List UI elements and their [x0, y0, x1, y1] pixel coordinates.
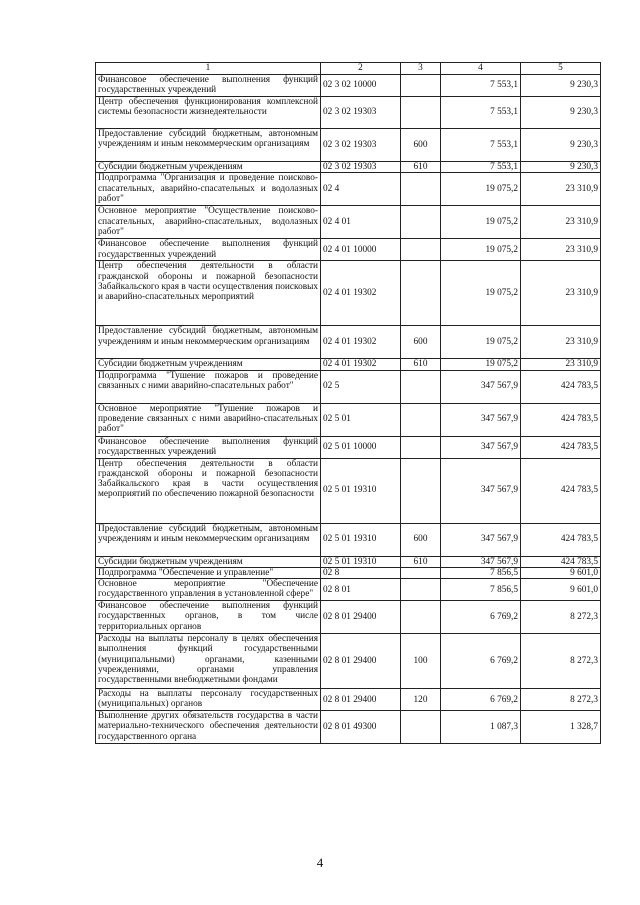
row-value-1-cell: 7 553,1: [441, 129, 521, 162]
row-name-cell: Подпрограмма "Тушение пожаров и проведение связанных с ними аварийно-спасательных работ": [96, 370, 321, 403]
column-header-5: 5: [521, 63, 601, 75]
table-row: [96, 173, 601, 206]
table-row: [96, 206, 601, 239]
row-name-cell: Предоставление субсидий бюджетным, автономным учреждениям и иным некоммерческим организациям: [96, 523, 321, 556]
row-name-cell: Центр обеспечения деятельности в области гражданской обороны и пожарной безопасности Забайкальского края в части осуществления мероприятий по обеспечению пожарной безопасности: [96, 458, 321, 523]
row-code-cell: 02 5 01: [321, 403, 401, 436]
table-row: [96, 261, 601, 326]
row-value-1-cell: 19 075,2: [441, 359, 521, 370]
table-row: [96, 239, 601, 261]
row-expense-type-cell: 610: [401, 162, 441, 173]
row-expense-type-cell: [401, 75, 441, 97]
column-header-2: 2: [321, 63, 401, 75]
table-row: [96, 579, 601, 601]
row-value-1-cell: 7 553,1: [441, 75, 521, 97]
row-expense-type-cell: 120: [401, 689, 441, 711]
row-code-cell: 02 3 02 19303: [321, 129, 401, 162]
row-expense-type-cell: [401, 567, 441, 578]
table-row: [96, 162, 601, 173]
table-row: [96, 370, 601, 403]
row-name-cell: Расходы на выплаты персоналу в целях обеспечения выполнения функций государственными (муниципальными) органами, казенными учреждениями, органами управления государственными внебюджетными фондами: [96, 634, 321, 689]
row-value-2-cell: 8 272,3: [521, 689, 601, 711]
row-value-1-cell: 347 567,9: [441, 458, 521, 523]
row-value-2-cell: 424 783,5: [521, 403, 601, 436]
row-name-cell: Центр обеспечения деятельности в области гражданской обороны и пожарной безопасности Забайкальского края в части осуществления поисковых и аварийно-спасательных мероприятий: [96, 261, 321, 326]
row-value-1-cell: 7 856,5: [441, 567, 521, 578]
table-row: [96, 689, 601, 711]
row-value-2-cell: 9 601,0: [521, 567, 601, 578]
row-value-1-cell: 6 769,2: [441, 634, 521, 689]
row-value-2-cell: 23 310,9: [521, 239, 601, 261]
row-name-cell: Предоставление субсидий бюджетным, автономным учреждениям и иным некоммерческим организациям: [96, 326, 321, 359]
row-code-cell: 02 8 01 29400: [321, 689, 401, 711]
row-value-1-cell: 6 769,2: [441, 601, 521, 634]
row-code-cell: 02 8 01 29400: [321, 634, 401, 689]
table-row: [96, 523, 601, 556]
row-code-cell: 02 5 01 19310: [321, 458, 401, 523]
table-row: [96, 359, 601, 370]
row-value-2-cell: 424 783,5: [521, 370, 601, 403]
table-row: [96, 403, 601, 436]
row-code-cell: 02 4 01 10000: [321, 239, 401, 261]
row-value-1-cell: 1 087,3: [441, 711, 521, 744]
row-name-cell: Подпрограмма "Обеспечение и управление": [96, 567, 321, 578]
row-expense-type-cell: [401, 239, 441, 261]
row-value-1-cell: 19 075,2: [441, 173, 521, 206]
row-code-cell: 02 4: [321, 173, 401, 206]
row-name-cell: Финансовое обеспечение выполнения функций государственных учреждений: [96, 239, 321, 261]
row-value-2-cell: 23 310,9: [521, 173, 601, 206]
row-value-2-cell: 23 310,9: [521, 326, 601, 359]
row-expense-type-cell: [401, 206, 441, 239]
row-value-1-cell: 19 075,2: [441, 206, 521, 239]
row-value-2-cell: 424 783,5: [521, 436, 601, 458]
table-row: [96, 634, 601, 689]
row-expense-type-cell: 600: [401, 523, 441, 556]
row-code-cell: 02 8: [321, 567, 401, 578]
row-value-1-cell: 7 553,1: [441, 97, 521, 129]
row-value-2-cell: 9 601,0: [521, 579, 601, 601]
row-expense-type-cell: 610: [401, 556, 441, 567]
row-expense-type-cell: [401, 403, 441, 436]
row-name-cell: Подпрограмма "Организация и проведение поисково-спасательных, аварийно-спасательных и водолазных работ": [96, 173, 321, 206]
table-row: [96, 711, 601, 744]
page-number: 4: [316, 855, 324, 870]
row-expense-type-cell: [401, 458, 441, 523]
row-code-cell: 02 3 02 19303: [321, 162, 401, 173]
row-value-2-cell: 9 230,3: [521, 129, 601, 162]
row-expense-type-cell: [401, 261, 441, 326]
row-code-cell: 02 4 01 19302: [321, 359, 401, 370]
column-header-3: 3: [401, 63, 441, 75]
row-name-cell: Субсидии бюджетным учреждениям: [96, 556, 321, 567]
row-value-1-cell: 19 075,2: [441, 326, 521, 359]
header-row: [96, 63, 601, 75]
row-code-cell: 02 5 01 19310: [321, 556, 401, 567]
row-expense-type-cell: 600: [401, 129, 441, 162]
row-expense-type-cell: [401, 601, 441, 634]
row-value-1-cell: 347 567,9: [441, 403, 521, 436]
row-expense-type-cell: 600: [401, 326, 441, 359]
row-code-cell: 02 5 01 19310: [321, 523, 401, 556]
row-value-2-cell: 23 310,9: [521, 206, 601, 239]
row-name-cell: Финансовое обеспечение выполнения функций государственных органов, в том числе территориальных органов: [96, 601, 321, 634]
row-value-2-cell: 9 230,3: [521, 162, 601, 173]
row-code-cell: 02 5: [321, 370, 401, 403]
row-value-2-cell: 424 783,5: [521, 523, 601, 556]
row-expense-type-cell: [401, 97, 441, 129]
row-value-1-cell: 19 075,2: [441, 261, 521, 326]
table-row: [96, 97, 601, 129]
row-expense-type-cell: [401, 173, 441, 206]
table-row: [96, 326, 601, 359]
row-name-cell: Финансовое обеспечение выполнения функций государственных учреждений: [96, 75, 321, 97]
row-value-2-cell: 23 310,9: [521, 261, 601, 326]
column-header-1: 1: [96, 63, 321, 75]
row-code-cell: 02 5 01 10000: [321, 436, 401, 458]
row-expense-type-cell: 610: [401, 359, 441, 370]
row-code-cell: 02 4 01: [321, 206, 401, 239]
row-value-2-cell: 9 230,3: [521, 97, 601, 129]
row-value-1-cell: 6 769,2: [441, 689, 521, 711]
row-name-cell: Расходы на выплаты персоналу государственных (муниципальных) органов: [96, 689, 321, 711]
table-row: [96, 601, 601, 634]
row-code-cell: 02 8 01 29400: [321, 601, 401, 634]
row-value-2-cell: 424 783,5: [521, 458, 601, 523]
row-value-2-cell: 424 783,5: [521, 556, 601, 567]
row-code-cell: 02 8 01: [321, 579, 401, 601]
row-value-1-cell: 347 567,9: [441, 523, 521, 556]
row-name-cell: Центр обеспечения функционирования комплексной системы безопасности жизнедеятельности: [96, 97, 321, 129]
row-expense-type-cell: 100: [401, 634, 441, 689]
row-name-cell: Основное мероприятие "Тушение пожаров и проведение связанных с ними аварийно-спасательных работ": [96, 403, 321, 436]
table-row: [96, 75, 601, 97]
row-expense-type-cell: [401, 436, 441, 458]
table-row: [96, 129, 601, 162]
budget-table: [95, 62, 601, 744]
row-code-cell: 02 3 02 10000: [321, 75, 401, 97]
row-value-2-cell: 1 328,7: [521, 711, 601, 744]
table-row: [96, 556, 601, 567]
row-value-2-cell: 8 272,3: [521, 601, 601, 634]
row-value-1-cell: 347 567,9: [441, 436, 521, 458]
row-name-cell: Основное мероприятие "Осуществление поисково-спасательных, аварийно-спасательных, водолазных работ": [96, 206, 321, 239]
row-value-2-cell: 8 272,3: [521, 634, 601, 689]
table-row: [96, 458, 601, 523]
row-expense-type-cell: [401, 370, 441, 403]
row-name-cell: Субсидии бюджетным учреждениям: [96, 162, 321, 173]
row-expense-type-cell: [401, 579, 441, 601]
table-row: [96, 436, 601, 458]
row-value-1-cell: 7 856,5: [441, 579, 521, 601]
row-code-cell: 02 4 01 19302: [321, 261, 401, 326]
table-row: [96, 567, 601, 578]
row-name-cell: Выполнение других обязательств государства в части материально-технического обеспечения деятельности государственного органа: [96, 711, 321, 744]
row-expense-type-cell: [401, 711, 441, 744]
row-value-2-cell: 9 230,3: [521, 75, 601, 97]
row-name-cell: Финансовое обеспечение выполнения функций государственных учреждений: [96, 436, 321, 458]
row-value-2-cell: 23 310,9: [521, 359, 601, 370]
row-name-cell: Предоставление субсидий бюджетным, автономным учреждениям и иным некоммерческим организациям: [96, 129, 321, 162]
row-code-cell: 02 8 01 49300: [321, 711, 401, 744]
row-value-1-cell: 347 567,9: [441, 556, 521, 567]
row-name-cell: Субсидии бюджетным учреждениям: [96, 359, 321, 370]
row-value-1-cell: 7 553,1: [441, 162, 521, 173]
row-code-cell: 02 4 01 19302: [321, 326, 401, 359]
row-name-cell: Основное мероприятие "Обеспечение государственного управления в установленной сфере": [96, 579, 321, 601]
row-value-1-cell: 347 567,9: [441, 370, 521, 403]
column-header-4: 4: [441, 63, 521, 75]
row-code-cell: 02 3 02 19303: [321, 97, 401, 129]
row-value-1-cell: 19 075,2: [441, 239, 521, 261]
